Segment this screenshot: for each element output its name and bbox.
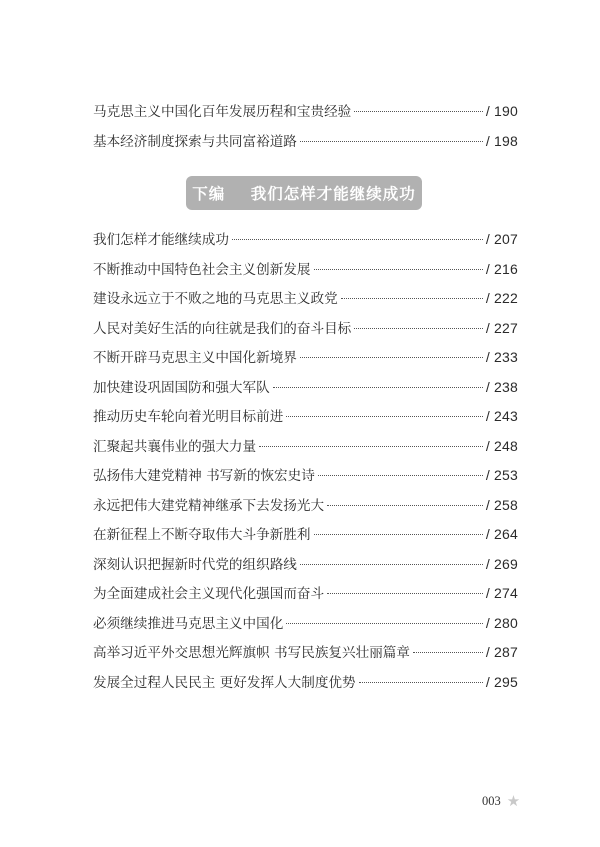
toc-entry-title: 深刻认识把握新时代党的组织路线 xyxy=(93,556,297,573)
section-banner xyxy=(186,176,422,210)
toc-entry-page: / 190 xyxy=(485,103,518,119)
toc-entry-page: / 295 xyxy=(485,673,518,690)
toc-entry-title: 推动历史车轮向着光明目标前进 xyxy=(93,409,284,425)
toc-entry[interactable] xyxy=(93,671,518,701)
toc-entry[interactable] xyxy=(93,317,518,347)
toc-leader-dots xyxy=(314,534,483,535)
toc-entry-page: / 253 xyxy=(485,467,518,483)
toc-leader-dots xyxy=(300,564,483,565)
toc-entry-title: 基本经济制度探索与共同富裕道路 xyxy=(93,133,297,150)
toc-entry-title: 加快建设巩固国防和强大军队 xyxy=(93,379,270,396)
toc-entry-page: / 227 xyxy=(485,319,518,336)
toc-entry-title: 发展全过程人民民主 更好发挥人大制度优势 xyxy=(93,674,356,691)
toc-leader-dots xyxy=(286,623,483,624)
toc-entry[interactable] xyxy=(93,641,518,671)
toc-leader-dots xyxy=(327,593,483,594)
toc-entry[interactable] xyxy=(93,494,518,524)
toc-entry[interactable] xyxy=(93,287,518,317)
toc-entry[interactable] xyxy=(93,376,518,406)
toc-entry-title: 高举习近平外交思想光辉旗帜 书写民族复兴壮丽篇章 xyxy=(93,645,410,661)
toc-upper-list xyxy=(93,100,518,159)
toc-entry-page: / 269 xyxy=(485,555,518,572)
toc-leader-dots xyxy=(341,298,483,299)
toc-leader-dots xyxy=(300,357,483,358)
toc-entry-title: 必须继续推进马克思主义中国化 xyxy=(93,615,284,632)
toc-entry[interactable] xyxy=(93,435,518,465)
toc-entry[interactable] xyxy=(93,228,518,258)
toc-entry[interactable] xyxy=(93,258,518,288)
toc-entry[interactable] xyxy=(93,582,518,612)
toc-entry-page: / 198 xyxy=(485,132,518,149)
toc-leader-dots xyxy=(300,141,483,142)
toc-entry-page: / 238 xyxy=(485,378,518,395)
toc-entry-title: 在新征程上不断夺取伟大斗争新胜利 xyxy=(93,527,311,543)
star-icon: ★ xyxy=(506,792,521,810)
toc-entry-title: 建设永远立于不败之地的马克思主义政党 xyxy=(93,291,338,307)
toc-entry-page: / 274 xyxy=(485,585,518,601)
toc-entry[interactable] xyxy=(93,523,518,553)
toc-entry-page: / 264 xyxy=(485,526,518,542)
toc-entry[interactable] xyxy=(93,100,518,130)
toc-leader-dots xyxy=(286,416,483,417)
toc-entry-page: / 222 xyxy=(485,290,518,306)
toc-leader-dots xyxy=(327,505,483,506)
toc-entry[interactable] xyxy=(93,612,518,642)
toc-entry[interactable] xyxy=(93,553,518,583)
toc-entry-title: 马克思主义中国化百年发展历程和宝贵经验 xyxy=(93,104,352,120)
toc-entry[interactable] xyxy=(93,130,518,160)
section-banner-label: 下编 我们怎样才能继续成功 xyxy=(192,185,416,203)
page-footer xyxy=(482,794,520,809)
toc-leader-dots xyxy=(354,111,483,112)
toc-entry-title: 我们怎样才能继续成功 xyxy=(93,232,229,248)
toc-entry-title: 弘扬伟大建党精神 书写新的恢宏史诗 xyxy=(93,468,315,484)
toc-leader-dots xyxy=(413,652,483,653)
toc-entry-page: / 287 xyxy=(485,644,518,660)
toc-leader-dots xyxy=(273,387,483,388)
toc-entry-page: / 280 xyxy=(485,614,518,631)
toc-entry-page: / 248 xyxy=(485,437,518,454)
toc-entry-page: / 216 xyxy=(485,260,518,277)
toc-entry[interactable] xyxy=(93,346,518,376)
page-number: 003 xyxy=(482,794,501,808)
toc-leader-dots xyxy=(359,682,483,683)
toc-entry[interactable] xyxy=(93,405,518,435)
toc-leader-dots xyxy=(259,446,483,447)
toc-entry-page: / 233 xyxy=(485,349,518,365)
toc-entry-title: 人民对美好生活的向往就是我们的奋斗目标 xyxy=(93,320,352,337)
toc-entry-title: 为全面建成社会主义现代化强国而奋斗 xyxy=(93,586,325,602)
toc-entry-page: / 207 xyxy=(485,231,518,247)
toc-entry-page: / 258 xyxy=(485,496,518,513)
toc-entry-title: 永远把伟大建党精神继承下去发扬光大 xyxy=(93,497,325,514)
toc-entry-page: / 243 xyxy=(485,408,518,424)
toc-entry-title: 汇聚起共襄伟业的强大力量 xyxy=(93,438,257,455)
toc-leader-dots xyxy=(314,269,483,270)
toc-lower-list xyxy=(93,228,518,700)
toc-entry-title: 不断推动中国特色社会主义创新发展 xyxy=(93,261,311,278)
toc-leader-dots xyxy=(232,239,483,240)
toc-leader-dots xyxy=(318,475,483,476)
toc-entry[interactable] xyxy=(93,464,518,494)
toc-entry-title: 不断开辟马克思主义中国化新境界 xyxy=(93,350,297,366)
toc-leader-dots xyxy=(354,328,483,329)
